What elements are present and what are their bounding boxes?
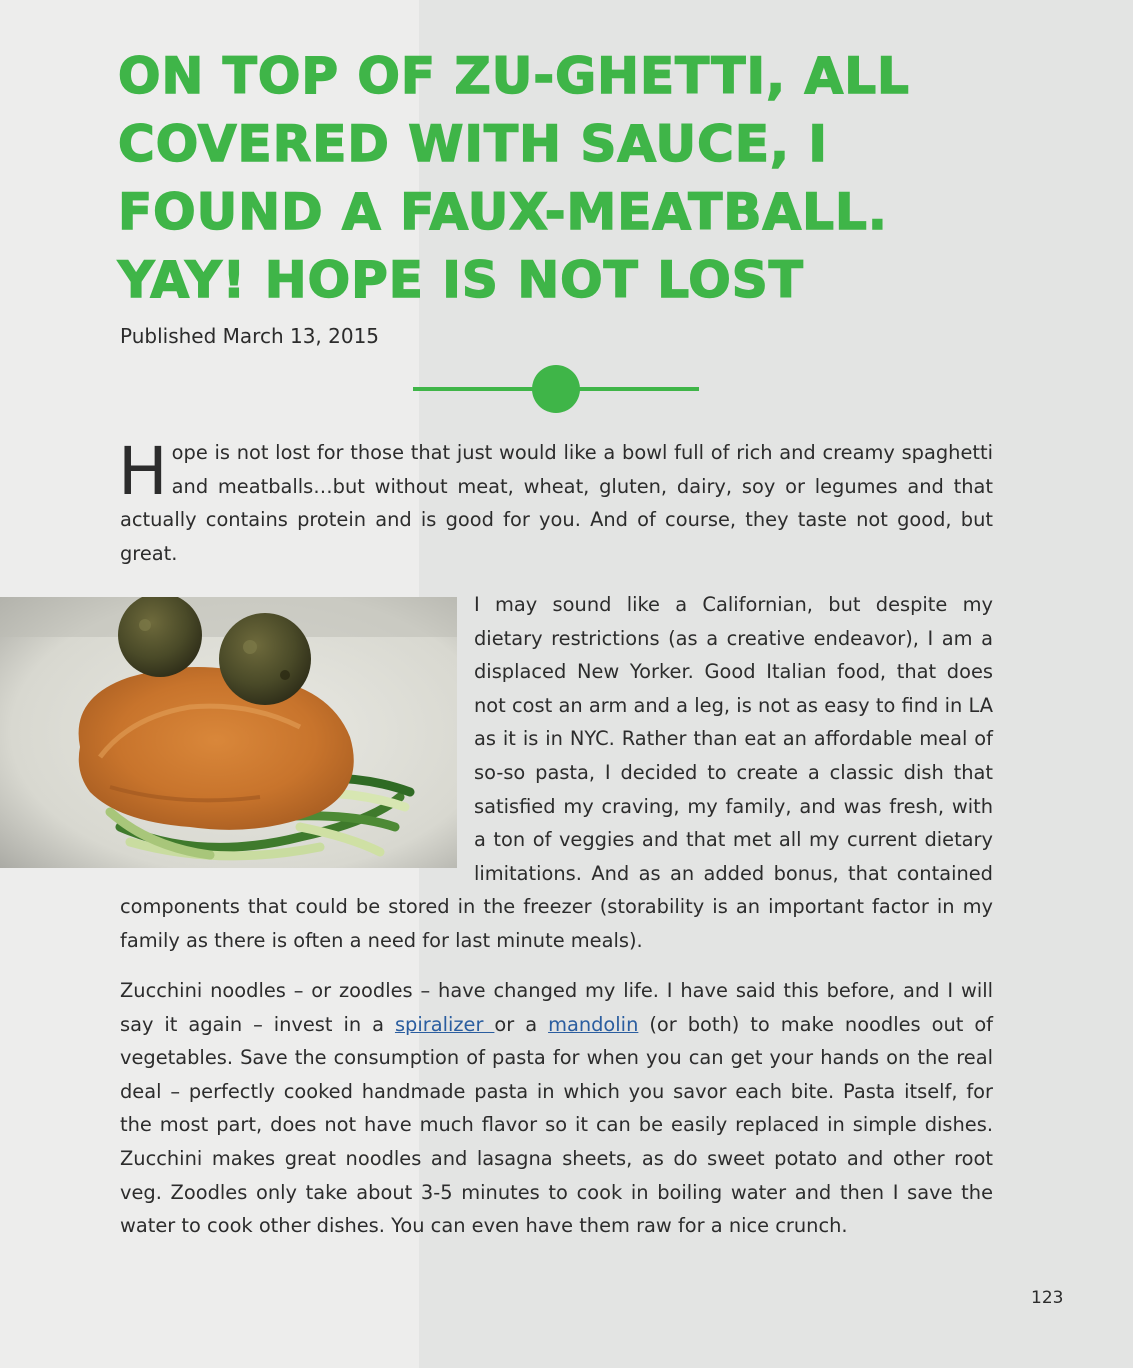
meatball-zoodles-photo — [0, 597, 457, 868]
page-number: 123 — [1031, 1288, 1064, 1308]
intro-text: ope is not lost for those that just would like a bowl full of rich and creamy spaghetti and meatballs…but without meat, wheat, gluten, dairy, soy or legumes and that actually contains protein and is good for you. And of course, they taste not good, but great. — [120, 441, 993, 565]
article-title: ON TOP OF ZU-GHETTI, ALL COVERED WITH SAUCE, I FOUND A FAUX-MEATBALL. YAY! HOPE IS NOT LOST — [118, 47, 910, 309]
drop-cap: H — [118, 433, 168, 510]
paragraph-3-part2: or a — [494, 1012, 549, 1036]
section-divider — [413, 364, 699, 414]
paragraph-3 — [120, 974, 993, 1243]
spiralizer-link[interactable]: spiralizer — [394, 1012, 495, 1036]
paragraph-2-rest: components that could be stored in the freezer (storability is an important factor in my family as there is often a need for last minute meals). — [120, 895, 993, 952]
paragraph-2-side: I may sound like a Californian, but despite my dietary restrictions (as a creative endeavor), I am a displaced New Yorker. Good Italian food, that does not cost an arm and a leg, is not as easy to find in LA as it is in NYC. Rather than eat an affordable meal of so-so pasta, I decided to create a classic dish that satisfied my craving, my family, and was fresh, with a ton of veggies and that met all my current dietary limitations. And as an added bonus, that contained — [474, 593, 993, 885]
divider-dot — [532, 365, 580, 413]
paragraph-3-part3: (or both) to make noodles out of vegetables. Save the consumption of pasta for when you can get your hands on the real deal – perfectly cooked handmade pasta in which you savor each bite. Pasta itself, for the most part, does not have much flavor so it can be easily replaced in simple dishes. Zucchini makes great noodles and lasagna sheets, as do sweet potato and other root veg. Zoodles only take about 3-5 minutes to cook in boiling water and then I save the water to cook other dishes. You can even have them raw for a nice crunch. — [120, 1012, 994, 1238]
published-date: Published March 13, 2015 — [120, 324, 380, 348]
paragraph-3-part1: Zucchini noodles – or zoodles – have changed my life. I have said this before, and I will say it again – invest in a — [120, 979, 993, 1036]
intro-paragraph — [118, 433, 993, 570]
mandolin-link[interactable]: mandolin — [548, 1012, 639, 1036]
food-image — [0, 597, 457, 868]
